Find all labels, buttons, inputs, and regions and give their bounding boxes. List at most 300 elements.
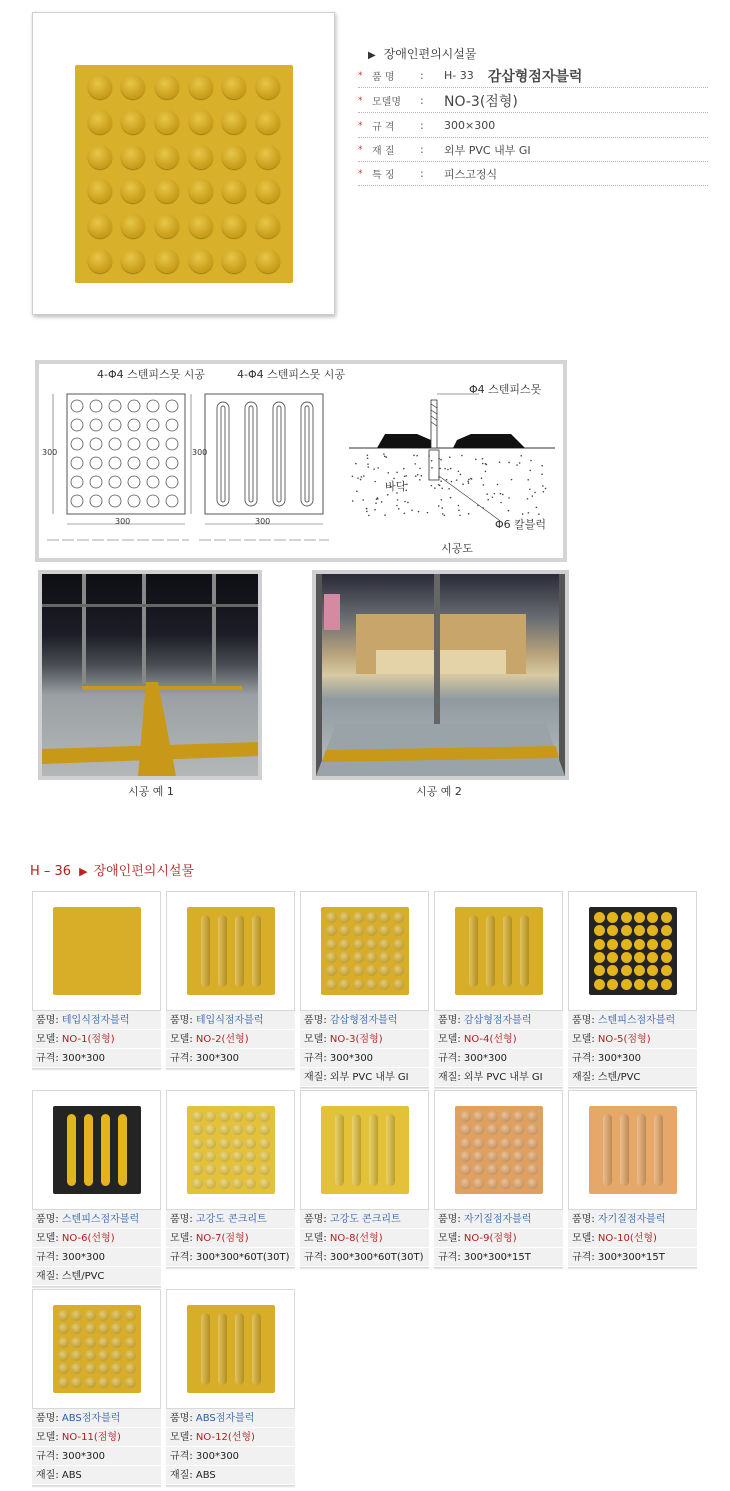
- row-label: 규격:: [170, 1252, 196, 1263]
- tile-dot: [58, 1337, 69, 1348]
- product-card[interactable]: [32, 1090, 161, 1289]
- row-label: 규격:: [36, 1451, 62, 1462]
- row-label: 품명:: [170, 1214, 196, 1225]
- tile-dot: [111, 1363, 122, 1374]
- product-image[interactable]: [32, 1289, 161, 1409]
- tile-dot: [594, 965, 605, 976]
- tile-bar: [335, 1114, 344, 1186]
- tile-dot: [513, 1178, 524, 1189]
- tile-dot: [594, 925, 605, 936]
- product-material-row: [434, 1068, 563, 1087]
- tile-dot: [393, 952, 404, 963]
- tile-dot: [155, 249, 179, 273]
- tile-dot: [259, 1164, 270, 1175]
- product-size-row: [434, 1248, 563, 1267]
- tile-dot: [621, 939, 632, 950]
- spec-key: 품 명: [372, 72, 395, 83]
- tile-dot: [256, 75, 280, 99]
- product-image[interactable]: [300, 1090, 429, 1210]
- tile-dot: [125, 1363, 136, 1374]
- row-value: NO-2(선형): [195, 1034, 249, 1045]
- tile-dot: [647, 939, 658, 950]
- product-card[interactable]: [568, 891, 697, 1090]
- product-material-row: [568, 1068, 697, 1087]
- tile-dot: [607, 965, 618, 976]
- product-card[interactable]: [434, 1090, 563, 1270]
- row-label: 규격:: [170, 1053, 196, 1064]
- product-card[interactable]: [166, 1289, 295, 1488]
- row-value: 300*300*15T: [463, 1252, 531, 1263]
- tile-bar: [603, 1114, 612, 1186]
- product-size-row: [568, 1248, 697, 1267]
- product-name-row: [166, 1011, 295, 1030]
- row-label: 규격:: [170, 1451, 196, 1462]
- tile-dot: [192, 1178, 203, 1189]
- product-image[interactable]: [32, 1090, 161, 1210]
- tile-dot: [232, 1178, 243, 1189]
- tile-dot: [661, 912, 672, 923]
- tile-bar: [218, 915, 227, 987]
- tile-dot: [98, 1377, 109, 1388]
- row-label: 규격:: [304, 1252, 330, 1263]
- tile-dot: [647, 952, 658, 963]
- row-label: 모델:: [170, 1432, 196, 1443]
- drawing-caption: 시공도: [441, 542, 473, 555]
- tile-bar: [252, 1313, 261, 1385]
- product-size-row: [568, 1049, 697, 1068]
- tile-dot: [326, 952, 337, 963]
- tile-bar: [620, 1114, 629, 1186]
- tile-dot: [527, 1178, 538, 1189]
- tile-dot: [189, 145, 213, 169]
- row-value: NO-7(점형): [195, 1233, 249, 1244]
- product-tile: [589, 1106, 677, 1194]
- row-value: ABS: [195, 1470, 216, 1481]
- tile-dot: [594, 952, 605, 963]
- product-model-row: [166, 1428, 295, 1447]
- tile-dot: [366, 925, 377, 936]
- product-image[interactable]: [166, 891, 295, 1011]
- tile-dot: [339, 979, 350, 990]
- tile-dot: [58, 1350, 69, 1361]
- product-material-row: [300, 1068, 429, 1087]
- tile-dot: [513, 1164, 524, 1175]
- tile-dot: [189, 110, 213, 134]
- tile-dot: [245, 1124, 256, 1135]
- row-value: ABS: [61, 1470, 82, 1481]
- tile-bar: [235, 915, 244, 987]
- tile-dot: [98, 1310, 109, 1321]
- tile-dot: [125, 1350, 136, 1361]
- tile-dot: [634, 979, 645, 990]
- spec-value: 300×300: [444, 119, 496, 132]
- row-value: 자기질점자블럭: [597, 1214, 666, 1225]
- tile-dot: [98, 1350, 109, 1361]
- tile-dot: [353, 939, 364, 950]
- installation-drawing: [35, 360, 567, 562]
- product-name-row: [32, 1210, 161, 1229]
- tile-dot: [353, 925, 364, 936]
- tile-dot: [71, 1310, 82, 1321]
- tile-dot: [473, 1178, 484, 1189]
- tile-bar: [654, 1114, 663, 1186]
- tile-bar: [67, 1114, 76, 1186]
- product-material-row: [32, 1466, 161, 1485]
- tile-dot: [353, 979, 364, 990]
- colon: :: [420, 167, 424, 180]
- tile-dot: [259, 1111, 270, 1122]
- row-value: 300*300: [329, 1053, 374, 1064]
- row-label: 모델:: [438, 1233, 464, 1244]
- spec-value: 감삽형점자블럭: [487, 68, 583, 85]
- tile-dot: [245, 1111, 256, 1122]
- product-card[interactable]: [300, 1090, 429, 1270]
- tile-dot: [205, 1178, 216, 1189]
- tile-dot: [71, 1363, 82, 1374]
- tile-dot: [111, 1337, 122, 1348]
- tile-dot: [192, 1151, 203, 1162]
- tile-bar: [84, 1114, 93, 1186]
- product-image[interactable]: [300, 891, 429, 1011]
- tile-dot: [155, 214, 179, 238]
- tile-dot: [125, 1337, 136, 1348]
- tile-dot: [366, 952, 377, 963]
- tile-bar: [520, 915, 529, 987]
- tile-bar: [252, 915, 261, 987]
- tile-dot: [527, 1124, 538, 1135]
- tile-dot: [473, 1151, 484, 1162]
- product-tile: [187, 1305, 275, 1393]
- product-tile: [187, 907, 275, 995]
- row-label: 규격:: [438, 1252, 464, 1263]
- tile-dot: [500, 1164, 511, 1175]
- tile-dot: [88, 75, 112, 99]
- tile-dot: [607, 939, 618, 950]
- row-label: 재질:: [170, 1470, 196, 1481]
- product-image[interactable]: [568, 1090, 697, 1210]
- row-value: 300*300: [61, 1252, 106, 1263]
- product-image[interactable]: [434, 891, 563, 1011]
- product-name-row: [568, 1210, 697, 1229]
- drawing-label-anchor: Φ6 칼블럭: [495, 518, 547, 531]
- tile-dot: [189, 214, 213, 238]
- tile-bar: [201, 1313, 210, 1385]
- tile-bar: [637, 1114, 646, 1186]
- tile-dot: [155, 75, 179, 99]
- row-value: 300*300*60T(30T): [329, 1252, 424, 1263]
- spec-row-size: [358, 114, 708, 138]
- tile-dot: [256, 179, 280, 203]
- tile-dot: [88, 179, 112, 203]
- product-model-row: [434, 1030, 563, 1049]
- tile-dot: [647, 979, 658, 990]
- triangle-icon: ▶: [79, 865, 88, 878]
- tile-dot: [513, 1124, 524, 1135]
- product-model-row: [32, 1030, 161, 1049]
- row-value: 감삽형점자블럭: [329, 1015, 398, 1026]
- tile-dot: [487, 1151, 498, 1162]
- tile-bar: [352, 1114, 361, 1186]
- colon: :: [420, 143, 424, 156]
- tile-dot: [192, 1124, 203, 1135]
- row-label: 재질:: [36, 1271, 62, 1282]
- tile-dot: [71, 1337, 82, 1348]
- tile-dot: [500, 1111, 511, 1122]
- tile-dot: [621, 979, 632, 990]
- tile-bar: [201, 915, 210, 987]
- tile-dot: [326, 979, 337, 990]
- row-label: 규격:: [438, 1053, 464, 1064]
- tile-dot: [473, 1164, 484, 1175]
- row-value: NO-9(점형): [463, 1233, 517, 1244]
- row-label: 품명:: [572, 1214, 598, 1225]
- spec-key: 재 질: [372, 146, 395, 157]
- tile-dot: [487, 1124, 498, 1135]
- row-label: 규격:: [304, 1053, 330, 1064]
- tile-dot: [607, 979, 618, 990]
- tile-dot: [513, 1111, 524, 1122]
- drawing-label-screw: Φ4 스텐피스못: [469, 383, 542, 396]
- card-shadow: [434, 1267, 563, 1270]
- product-name-row: [300, 1210, 429, 1229]
- product-tile: [321, 907, 409, 995]
- tile-dot: [205, 1164, 216, 1175]
- tile-dot: [121, 145, 145, 169]
- tile-bar: [469, 915, 478, 987]
- tile-dot: [155, 179, 179, 203]
- tile-dot: [256, 214, 280, 238]
- product-model-row: [300, 1030, 429, 1049]
- row-value: ABS점자블럭: [61, 1413, 121, 1424]
- row-value: NO-1(점형): [61, 1034, 115, 1045]
- product-model-row: [568, 1030, 697, 1049]
- tile-dot: [460, 1138, 471, 1149]
- product-material-row: [32, 1267, 161, 1286]
- product-image[interactable]: [166, 1289, 295, 1409]
- tile-dot: [88, 145, 112, 169]
- product-name-row: [32, 1409, 161, 1428]
- row-label: 재질:: [36, 1470, 62, 1481]
- spec-row-feature: [358, 162, 708, 186]
- tile-dot: [232, 1111, 243, 1122]
- tile-dot: [58, 1323, 69, 1334]
- tile-dot: [621, 965, 632, 976]
- tile-dot: [621, 925, 632, 936]
- tile-dot: [58, 1310, 69, 1321]
- tile-bar: [369, 1114, 378, 1186]
- drawing-label-mid: 4-Φ4 스텐피스못 시공: [237, 368, 345, 381]
- tile-dot: [393, 965, 404, 976]
- tile-dot: [259, 1151, 270, 1162]
- tile-dot: [487, 1164, 498, 1175]
- tile-dot: [85, 1310, 96, 1321]
- tile-dot: [487, 1111, 498, 1122]
- product-card[interactable]: [568, 1090, 697, 1270]
- product-model-row: [568, 1229, 697, 1248]
- star-icon: *: [358, 95, 363, 106]
- tile-dot: [339, 965, 350, 976]
- tile-dot: [155, 110, 179, 134]
- product-image[interactable]: [568, 891, 697, 1011]
- tile-dot: [473, 1124, 484, 1135]
- star-icon: *: [358, 120, 363, 131]
- tile-dot: [219, 1178, 230, 1189]
- tile-dot: [125, 1323, 136, 1334]
- row-value: 고강도 콘크리트: [195, 1214, 267, 1225]
- tile-dot: [500, 1138, 511, 1149]
- tile-dot: [607, 912, 618, 923]
- tile-dot: [594, 979, 605, 990]
- product-name-row: [568, 1011, 697, 1030]
- row-label: 재질:: [438, 1072, 464, 1083]
- product-image[interactable]: [166, 1090, 295, 1210]
- tile-dot: [219, 1111, 230, 1122]
- product-card[interactable]: [300, 891, 429, 1090]
- row-label: 모델:: [572, 1034, 598, 1045]
- tile-dot: [326, 965, 337, 976]
- tile-dot: [339, 952, 350, 963]
- tile-dot: [366, 979, 377, 990]
- tile-dot: [232, 1124, 243, 1135]
- row-label: 품명:: [36, 1413, 62, 1424]
- row-value: 300*300*15T: [597, 1252, 665, 1263]
- row-value: NO-3(점형): [329, 1034, 383, 1045]
- row-label: 규격:: [572, 1252, 598, 1263]
- tile-dot: [473, 1111, 484, 1122]
- product-size-row: [32, 1447, 161, 1466]
- colon: :: [420, 119, 424, 132]
- tile-bar: [386, 1114, 395, 1186]
- row-value: 스텐/PVC: [61, 1271, 105, 1282]
- tile-dot: [379, 925, 390, 936]
- tile-dot: [121, 179, 145, 203]
- row-value: 고강도 콘크리트: [329, 1214, 401, 1225]
- tile-dot: [189, 75, 213, 99]
- product-name-row: [32, 1011, 161, 1030]
- tile-dot: [111, 1377, 122, 1388]
- star-icon: *: [358, 168, 363, 179]
- product-card[interactable]: [166, 1090, 295, 1270]
- row-value: 300*300: [61, 1451, 106, 1462]
- tile-dot: [500, 1124, 511, 1135]
- product-name-row: [166, 1409, 295, 1428]
- drawing-label-floor: 바닥: [385, 480, 407, 493]
- row-label: 품명:: [170, 1015, 196, 1026]
- tile-dot: [353, 952, 364, 963]
- tile-dot: [366, 965, 377, 976]
- product-card[interactable]: [32, 891, 161, 1071]
- row-label: 품명:: [36, 1015, 62, 1026]
- section-title: [30, 860, 194, 879]
- photo-caption-2: 시공 예 2: [416, 785, 462, 798]
- card-shadow: [32, 1068, 161, 1071]
- tile-dot: [71, 1350, 82, 1361]
- row-value: NO-6(선형): [61, 1233, 115, 1244]
- card-shadow: [32, 1485, 161, 1488]
- card-shadow: [166, 1485, 295, 1488]
- tile-dot: [460, 1164, 471, 1175]
- tile-dot: [460, 1178, 471, 1189]
- photo1-svg: [42, 574, 258, 776]
- tile-bar: [503, 915, 512, 987]
- dimension-label: 300: [255, 517, 271, 526]
- tile-dot: [205, 1138, 216, 1149]
- star-icon: *: [358, 144, 363, 155]
- product-size-row: [300, 1049, 429, 1068]
- row-value: 300*300: [597, 1053, 642, 1064]
- tile-dot: [607, 952, 618, 963]
- tile-dot: [245, 1138, 256, 1149]
- row-label: 모델:: [572, 1233, 598, 1244]
- row-value: 테입식점자블럭: [61, 1015, 130, 1026]
- tile-bar: [218, 1313, 227, 1385]
- product-name-row: [166, 1210, 295, 1229]
- row-value: NO-8(선형): [329, 1233, 383, 1244]
- tile-dot: [98, 1337, 109, 1348]
- tile-dot: [513, 1138, 524, 1149]
- row-label: 품명:: [304, 1015, 330, 1026]
- drawing-label-left: 4-Φ4 스텐피스못 시공: [97, 368, 205, 381]
- product-tile: [321, 1106, 409, 1194]
- tile-dot: [634, 925, 645, 936]
- tile-dot: [205, 1124, 216, 1135]
- tile-dot: [379, 965, 390, 976]
- tile-dot: [88, 249, 112, 273]
- row-value: 300*300: [61, 1053, 106, 1064]
- row-label: 모델:: [36, 1233, 62, 1244]
- product-card[interactable]: [434, 891, 563, 1090]
- dot-tile-image: [75, 65, 293, 283]
- row-value: 스텐/PVC: [597, 1072, 641, 1083]
- colon: :: [420, 69, 424, 82]
- tile-dot: [326, 925, 337, 936]
- tile-dot: [219, 1124, 230, 1135]
- tile-dot: [500, 1151, 511, 1162]
- product-image[interactable]: [434, 1090, 563, 1210]
- section-code: H – 36: [30, 864, 72, 879]
- product-model-row: [32, 1229, 161, 1248]
- tile-dot: [205, 1151, 216, 1162]
- tile-dot: [98, 1363, 109, 1374]
- product-card[interactable]: [32, 1289, 161, 1488]
- tile-dot: [111, 1323, 122, 1334]
- row-label: 모델:: [304, 1034, 330, 1045]
- colon: :: [420, 94, 424, 107]
- product-image[interactable]: [32, 891, 161, 1011]
- tile-dot: [222, 145, 246, 169]
- dimension-label: 300: [42, 448, 58, 457]
- tile-dot: [219, 1138, 230, 1149]
- product-model-row: [166, 1229, 295, 1248]
- product-size-row: [166, 1248, 295, 1267]
- product-tile: [589, 907, 677, 995]
- star-icon: *: [358, 70, 363, 81]
- product-name-row: [434, 1210, 563, 1229]
- section-title-label: 장애인편의시설물: [93, 864, 195, 879]
- product-card[interactable]: [166, 891, 295, 1071]
- spec-value: 외부 PVC 내부 GI: [444, 143, 531, 157]
- tile-dot: [192, 1111, 203, 1122]
- tile-dot: [379, 939, 390, 950]
- photo-caption-1: 시공 예 1: [128, 785, 174, 798]
- row-label: 재질:: [572, 1072, 598, 1083]
- tile-dot: [366, 912, 377, 923]
- tile-dot: [661, 925, 672, 936]
- card-shadow: [166, 1068, 295, 1071]
- card-shadow: [166, 1267, 295, 1270]
- tile-dot: [634, 912, 645, 923]
- tile-dot: [487, 1138, 498, 1149]
